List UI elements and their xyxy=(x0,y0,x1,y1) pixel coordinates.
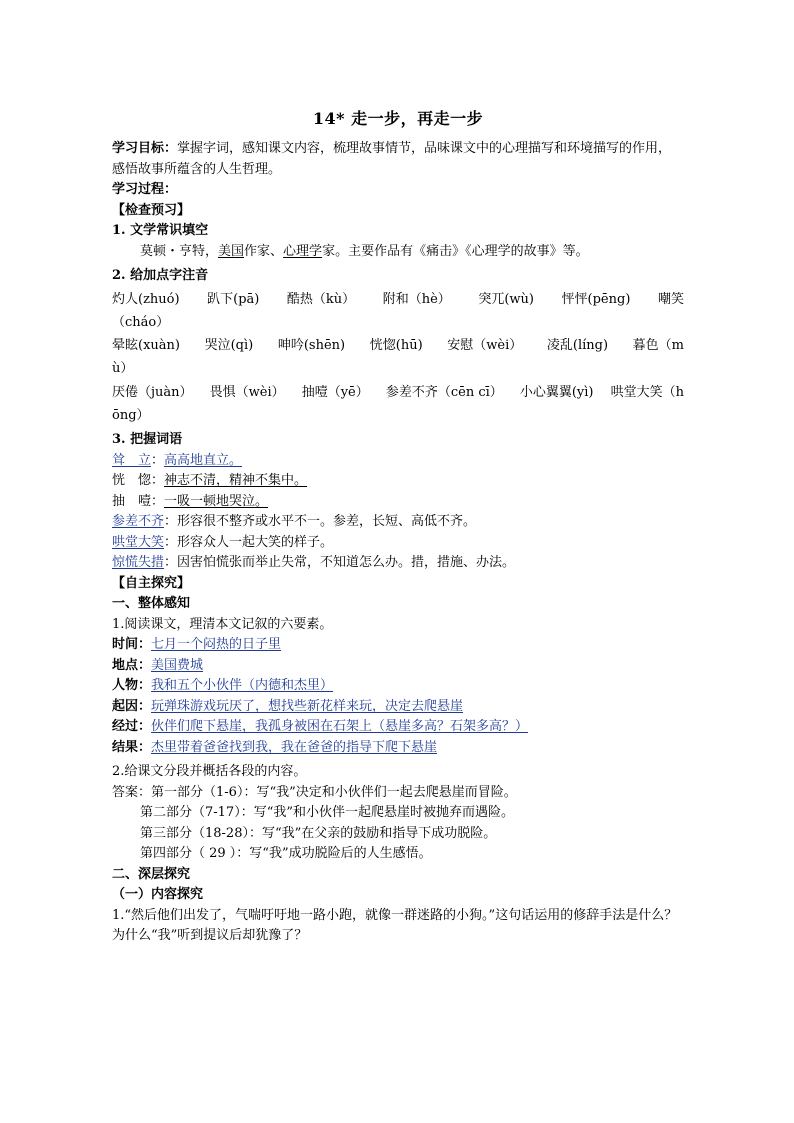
element-value: 伙伴们爬下悬崖，我孤身被困在石架上（悬崖多高？石架多高？） xyxy=(151,719,529,734)
element-value: 我和五个小伙伴（内德和杰里） xyxy=(151,678,334,693)
element-row xyxy=(112,697,684,718)
word-def: 一吸一顿地哭泣。 xyxy=(164,493,269,509)
lit-post: 家。主要作品有《痛击》《心理学的故事》等。 xyxy=(322,243,589,259)
document-page xyxy=(112,100,684,947)
element-row xyxy=(112,717,684,738)
pinyin-item: 晕眩(xuàn) xyxy=(112,338,180,353)
word-def: 神志不清，精神不集中。 xyxy=(164,473,308,488)
word-term: 哄堂大笑 xyxy=(112,534,165,550)
deep-sub: （一）内容探究 xyxy=(112,887,204,902)
word-item: 参差不齐：形容很不整齐或水平不一。参差，长短、高低不齐。 xyxy=(112,514,477,529)
pinyin-item: 呻吟(shēn) xyxy=(277,338,346,353)
pinyin-item: 附和（hè） xyxy=(382,291,451,307)
word-item: 抽 噎：一吸一顿地哭泣。 xyxy=(112,493,269,509)
goal-label: 学习目标： xyxy=(112,141,178,156)
word-item: 惊慌失措：因害怕慌张而举止失常，不知道怎么办。措，措施、办法。 xyxy=(112,555,516,570)
element-label: 结果： xyxy=(112,739,152,755)
pinyin-item: 小心翼翼(yì) xyxy=(519,384,594,400)
word-term: 恍 惚 xyxy=(112,473,152,488)
pinyin-item: 暮色（m xyxy=(632,338,684,353)
word-def: 形容很不整齐或水平不一。参差，长短、高低不齐。 xyxy=(177,514,477,529)
element-row xyxy=(112,635,684,656)
pinyin-item: 抽噎（yē） xyxy=(301,384,369,400)
pinyin-item: 厌倦（juàn） xyxy=(112,384,193,400)
word-def: 因害怕慌张而举止失常，不知道怎么办。措，措施、办法。 xyxy=(177,555,516,570)
goal-text: 掌握字词，感知课文内容，梳理故事情节，品味课文中的心理描写和环境描写的作用，感悟故事所蕴含的人生哲理。 xyxy=(112,141,672,177)
pinyin-item: 恍惚(hū) xyxy=(369,338,423,353)
pinyin-row-2 xyxy=(112,333,684,359)
pinyin-item: 酷热（kù） xyxy=(286,291,356,307)
pinyin-row-1 xyxy=(112,287,684,313)
element-value: 七月一个闷热的日子里 xyxy=(151,637,282,652)
answer-part: 第二部分（7-17）：写“我”和小伙伴一起爬悬崖时被抛弃而遇险。 xyxy=(140,805,514,820)
answer-label: 答案： xyxy=(112,784,152,800)
element-row xyxy=(112,676,684,697)
word-def: 高高地直立。 xyxy=(164,452,243,468)
overall-q2: 2.给课文分段并概括各段的内容。 xyxy=(112,764,307,779)
preview-header: 【检查预习】 xyxy=(112,202,191,218)
overall-q1: 1.阅读课文，理清本文记叙的六要素。 xyxy=(112,616,333,632)
word-term: 耸 立 xyxy=(112,452,152,468)
pinyin-item: 凌乱(líng) xyxy=(546,338,609,353)
element-value: 杰里带着爸爸找到我，我在爸爸的指导下爬下悬崖 xyxy=(151,739,438,755)
element-row xyxy=(112,738,684,759)
element-value: 玩弹珠游戏玩厌了，想找些新花样来玩，决定去爬悬崖 xyxy=(151,698,464,714)
pinyin-item: 灼人(zhuó) xyxy=(112,291,180,307)
word-item: 恍 惚：神志不清，精神不集中。 xyxy=(112,473,308,488)
lit-mid: 作家、 xyxy=(244,243,284,259)
explore-header: 【自主探究】 xyxy=(112,575,191,591)
lit-field: 心理学 xyxy=(283,243,323,259)
element-label: 经过： xyxy=(112,719,152,734)
element-value: 美国费城 xyxy=(151,657,204,673)
pinyin-item: 哭泣(qì) xyxy=(204,338,254,353)
element-row xyxy=(112,656,684,677)
element-label: 起因： xyxy=(112,698,152,714)
answer-part: 第三部分（18-28）：写“我”在父亲的鼓励和指导下成功脱险。 xyxy=(140,825,497,841)
element-label: 地点： xyxy=(112,657,152,673)
word-item: 耸 立：高高地直立。 xyxy=(112,452,243,468)
pinyin-row-2-cont: ù） xyxy=(112,361,134,376)
lit-country: 美国 xyxy=(218,243,245,259)
pinyin-item: 趴下(pā) xyxy=(207,291,260,307)
learning-goal xyxy=(112,139,684,180)
pinyin-item: 怦怦(pēng) xyxy=(561,291,631,307)
answer-part: 第一部分（1-6）：写“我”决定和小伙伴们一起去爬悬崖而冒险。 xyxy=(151,784,517,800)
word-def: 形容众人一起大笑的样子。 xyxy=(177,534,334,550)
word-term: 抽 噎 xyxy=(112,493,152,509)
answer-row xyxy=(112,783,684,804)
overall-header: 一、整体感知 xyxy=(112,596,191,611)
pinyin-row-3 xyxy=(112,380,684,406)
lit-header: 1. 文学常识填空 xyxy=(112,223,209,238)
pinyin-item: 突兀(wù) xyxy=(478,291,534,307)
pinyin-item: 安慰（wèi） xyxy=(447,338,523,353)
pinyin-header: 2. 给加点字注音 xyxy=(112,268,209,283)
pinyin-item: 畏惧（wèi） xyxy=(209,384,285,400)
words-header: 3. 把握词语 xyxy=(112,432,183,447)
pinyin-item: 嘲笑 xyxy=(657,291,684,307)
deep-q1: 1.“然后他们出发了，气喘吁吁地一路小跑，就像一群迷路的小狗。”这句话运用的修辞手法是什么？为什么“我”听到提议后却犹豫了？ xyxy=(112,907,678,943)
page-title: 14* 走一步，再走一步 xyxy=(312,109,484,128)
answer-part: 第四部分（ 29 ）：写“我”成功脱险后的人生感悟。 xyxy=(140,846,432,861)
deep-header: 二、深层探究 xyxy=(112,866,191,882)
lit-text xyxy=(112,242,684,263)
word-item: 哄堂大笑：形容众人一起大笑的样子。 xyxy=(112,534,334,550)
element-label: 人物： xyxy=(112,678,152,693)
word-term: 参差不齐 xyxy=(112,514,165,529)
pinyin-row-3-cont: ōng） xyxy=(112,407,150,423)
process-label: 学习过程： xyxy=(112,182,178,197)
lit-pre: 莫顿・亨特， xyxy=(140,243,219,259)
pinyin-item: 哄堂大笑（h xyxy=(610,384,684,400)
pinyin-row-1-cont: （cháo） xyxy=(112,314,170,330)
word-term: 惊慌失措 xyxy=(112,555,165,570)
pinyin-item: 参差不齐（cēn cī） xyxy=(385,384,503,400)
element-label: 时间： xyxy=(112,637,152,652)
